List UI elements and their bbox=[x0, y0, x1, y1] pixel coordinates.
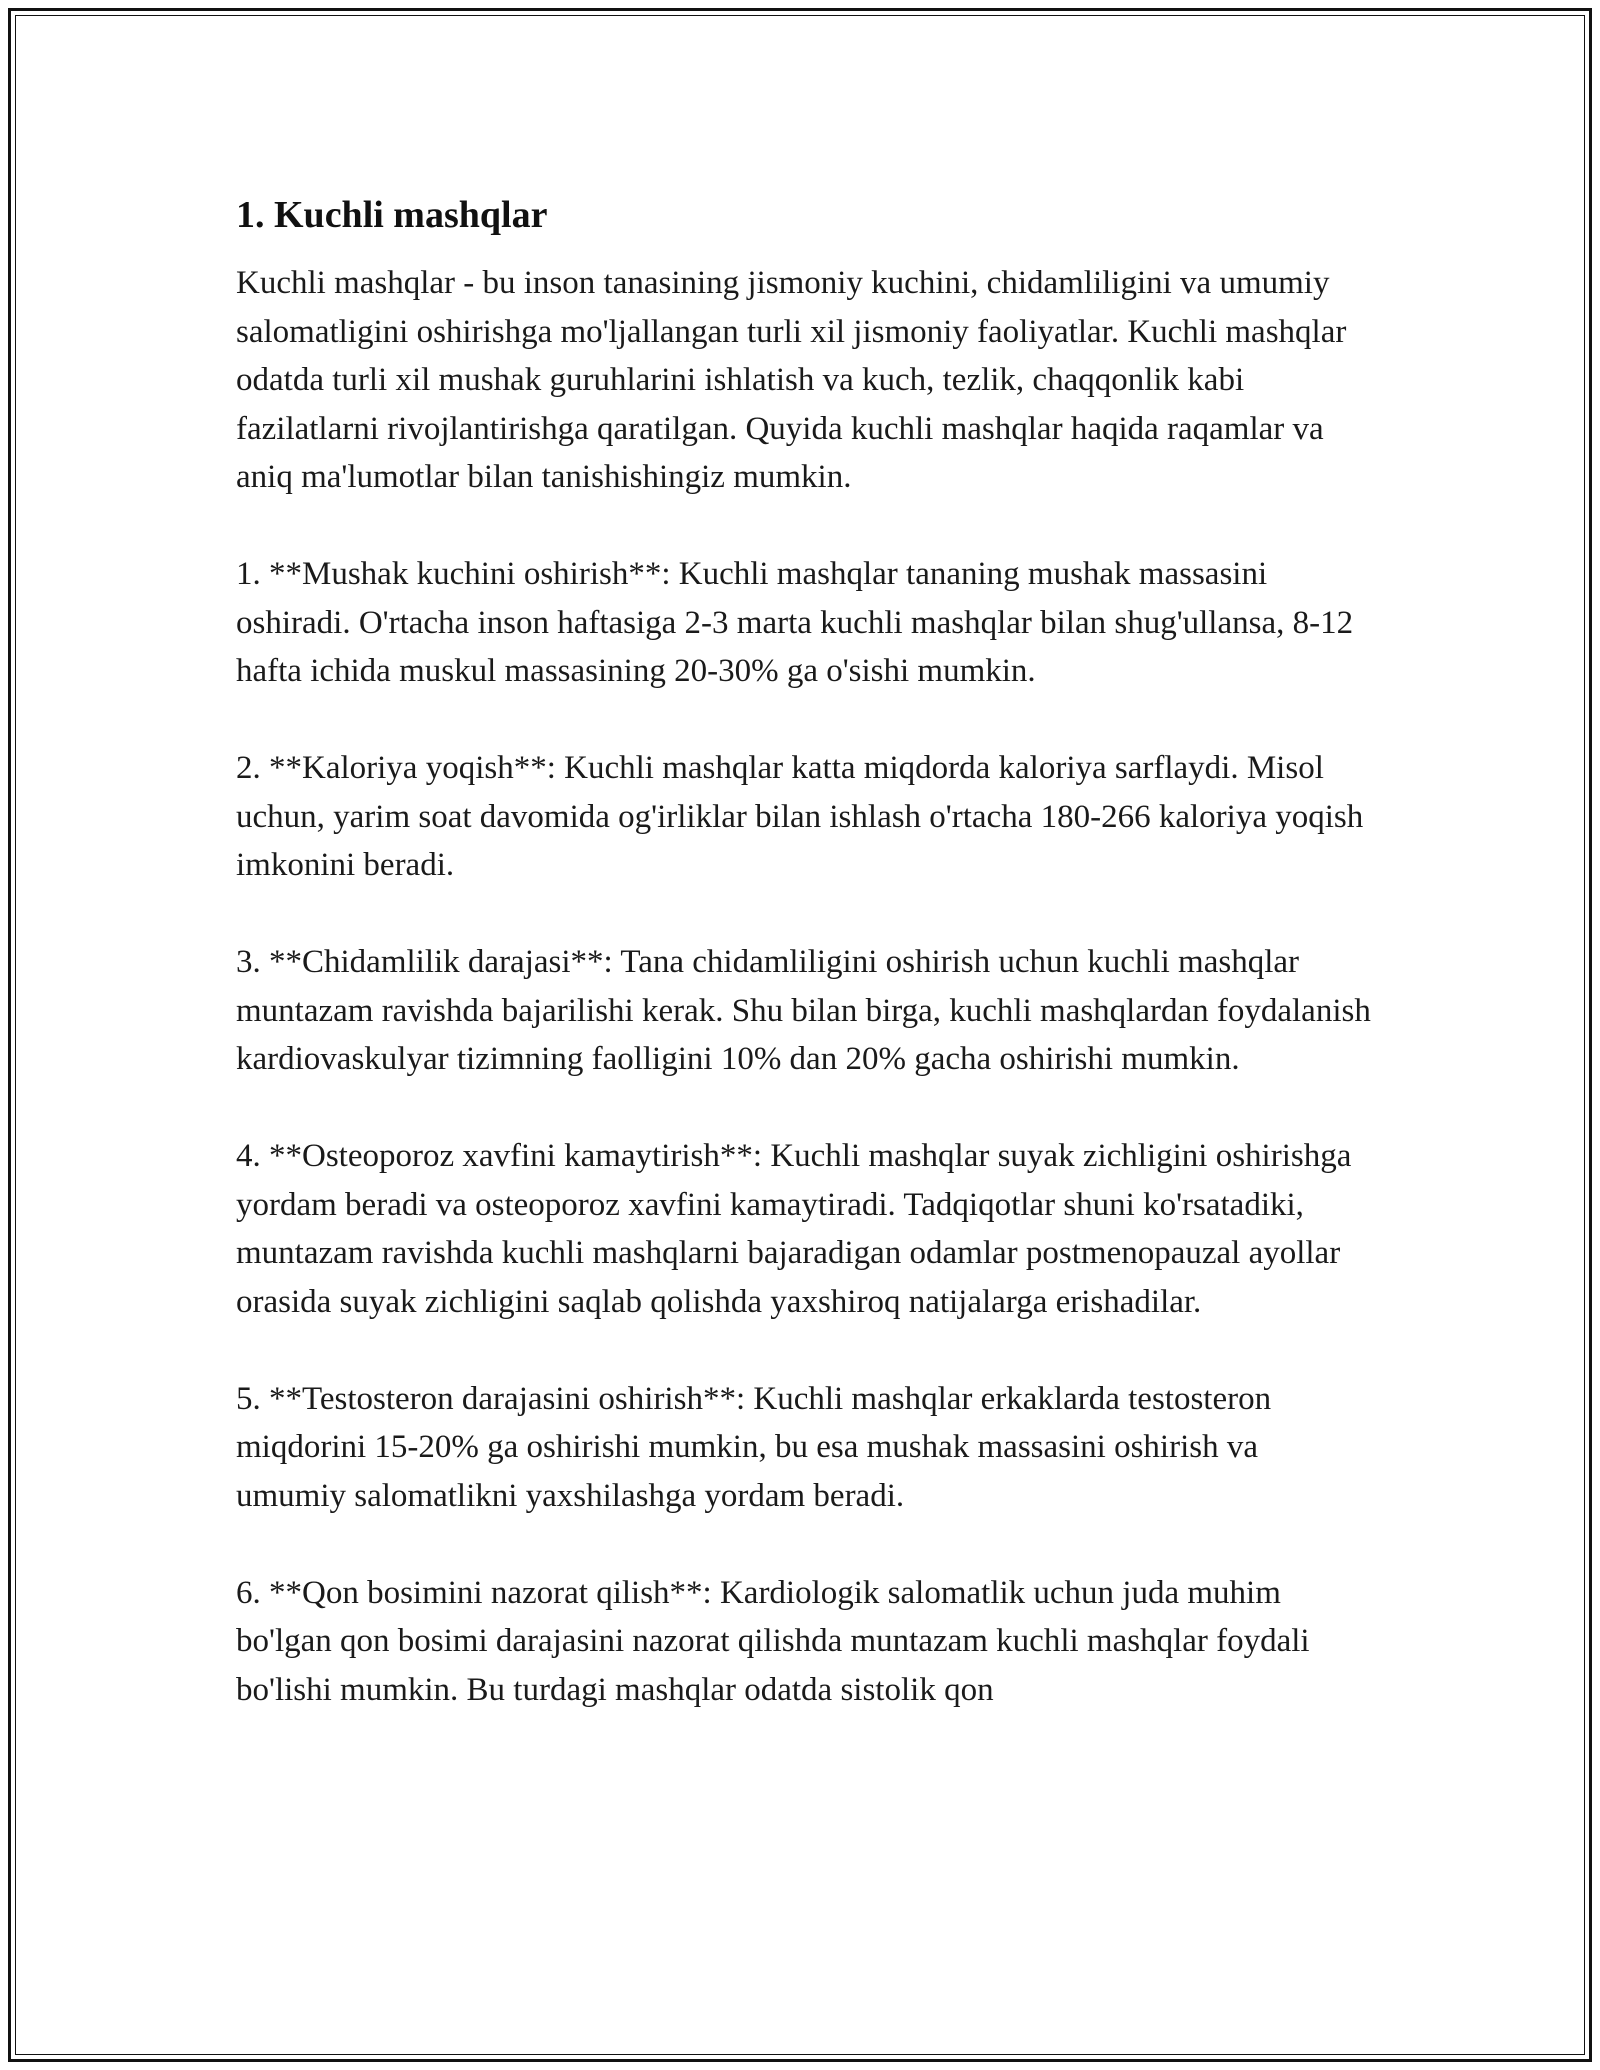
paragraph-item-2: 2. **Kaloriya yoqish**: Kuchli mashqlar katta miqdorda kaloriya sarflaydi. Misol uchun, yarim soat davomida og'irliklar bilan ishlash o'rtacha 180-266 kaloriya yoqish imkonini beradi. bbox=[236, 750, 1364, 883]
paragraph-item-6: 6. **Qon bosimini nazorat qilish**: Kardiologik salomatlik uchun juda muhim bo'lgan qon bosimi darajasini nazorat qilishda muntazam kuchli mashqlar foydali bo'lishi mumkin. Bu turdagi mashqlar odatda sistolik qon bbox=[236, 1574, 1310, 1708]
document-title: 1. Kuchli mashqlar bbox=[236, 194, 548, 236]
paragraph-item-1: 1. **Mushak kuchini oshirish**: Kuchli mashqlar tananing mushak massasini oshiradi. O'rtacha inson haftasiga 2-3 marta kuchli mashqlar bilan shug'ullansa, 8-12 hafta ichida muskul massasining 20-30% ga o'sishi mumkin. bbox=[236, 556, 1354, 689]
paragraph-item-4: 4. **Osteoporoz xavfini kamaytirish**: Kuchli mashqlar suyak zichligini oshirishga yordam beradi va osteoporoz xavfini kamaytiradi. Tadqiqotlar shuni ko'rsatadiki, muntazam ravishda kuchli mashqlarni bajaradigan odamlar postmenopauzal ayollar orasida suyak zichligini saqlab qolishda yaxshiroq natijalarga erishadilar. bbox=[236, 1138, 1352, 1320]
paragraph-intro: Kuchli mashqlar - bu inson tanasining jismoniy kuchini, chidamliligini va umumiy salomatligini oshirishga mo'ljallangan turli xil jismoniy faoliyatlar. Kuchli mashqlar odatda turli xil mushak guruhlarini ishlatish va kuch, tezlik, chaqqonlik kabi fazilatlarni rivojlantirishga qaratilgan. Quyida kuchli mashqlar haqida raqamlar va aniq ma'lumotlar bilan tanishishingiz mumkin. bbox=[236, 265, 1347, 495]
paragraph-item-3: 3. **Chidamlilik darajasi**: Tana chidamliligini oshirish uchun kuchli mashqlar muntazam ravishda bajarilishi kerak. Shu bilan birga, kuchli mashqlardan foydalanish kardiovaskulyar tizimning faolligini 10% dan 20% gacha oshirishi mumkin. bbox=[236, 944, 1371, 1077]
paragraph-item-5: 5. **Testosteron darajasini oshirish**: Kuchli mashqlar erkaklarda testosteron miqdorini 15-20% ga oshirishi mumkin, bu esa mushak massasini oshirish va umumiy salomatlikni yaxshilashga yordam beradi. bbox=[236, 1380, 1272, 1514]
document-body bbox=[236, 185, 1376, 1714]
